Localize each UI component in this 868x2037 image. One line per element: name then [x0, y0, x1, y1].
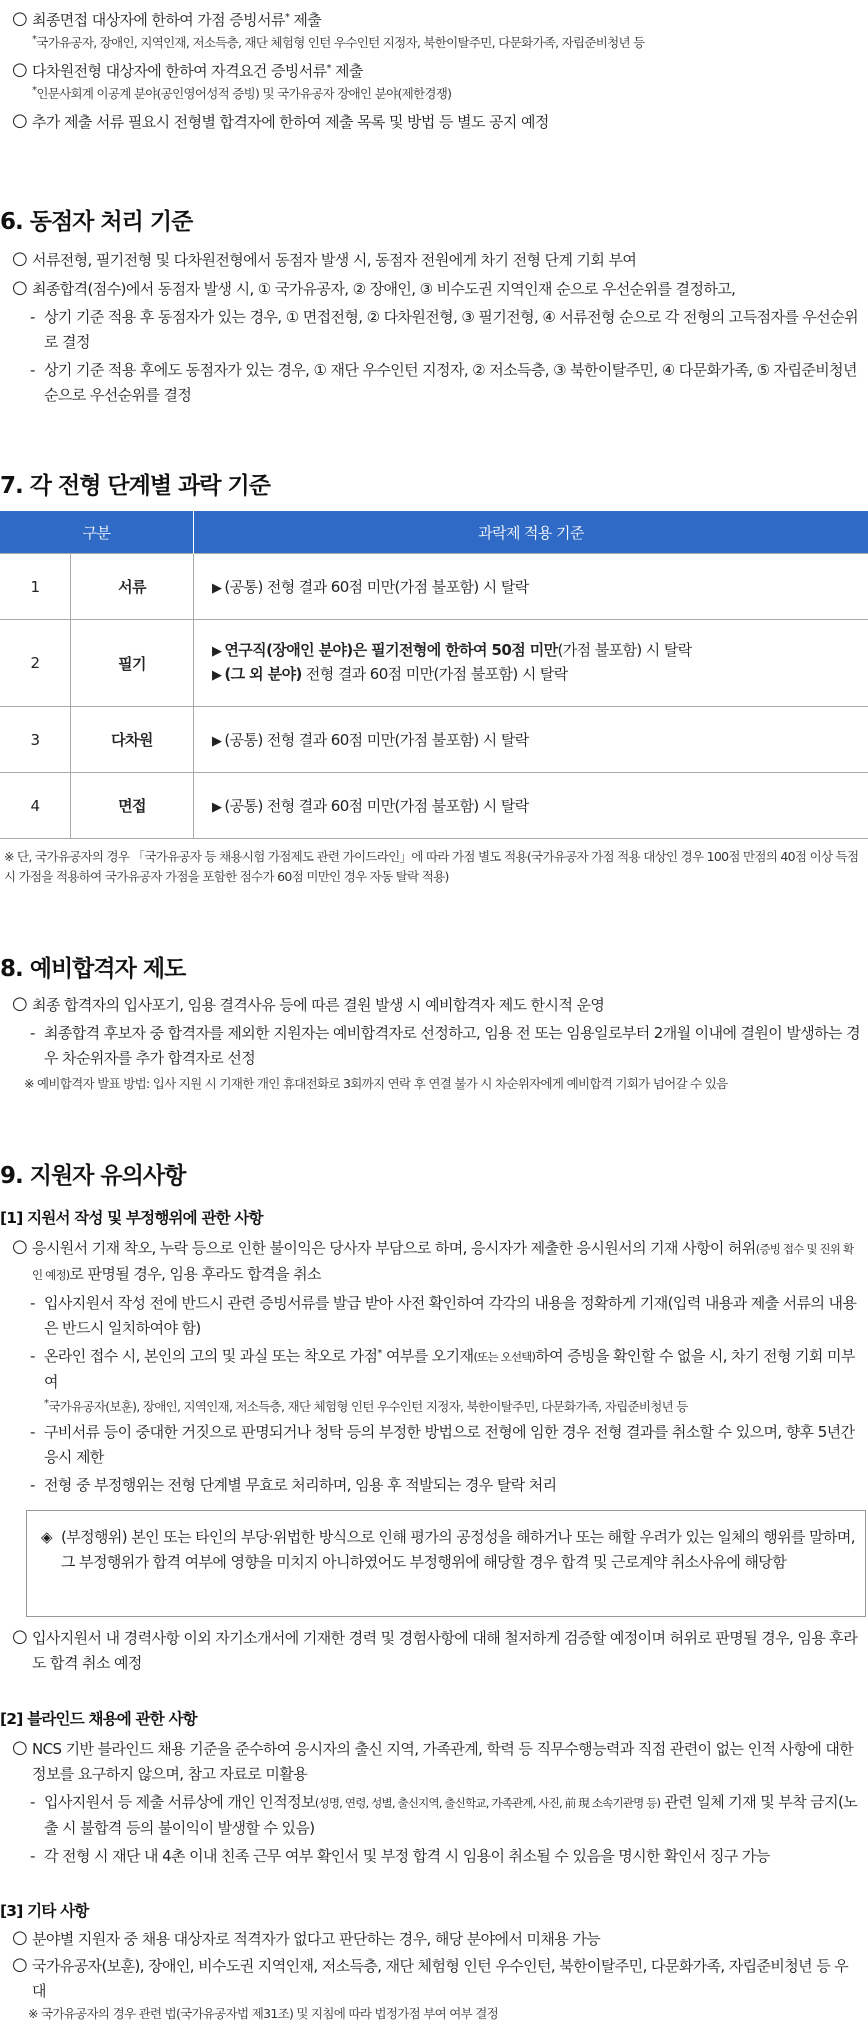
section-9-part-2	[0, 1737, 868, 1869]
section-9-part-1b	[0, 1626, 868, 1676]
section-title: 6. 동점자 처리 기준	[0, 209, 193, 235]
sub-item: - 각 전형 시 재단 내 4촌 이내 친족 근무 여부 확인서 및 부정 합격 시 임용이 취소될 수 있음을 명시한 확인서 징구 가능	[30, 1847, 770, 1865]
section-6-body	[0, 248, 868, 408]
sub-item: - 최종합격 후보자 중 합격자를 제외한 지원자는 예비합격자로 선정하고, 임용 전 또는 임용일로부터 2개월 이내에 결원이 발생하는 경우 차순위자를 추가 합격자로 선정	[30, 1024, 860, 1067]
section-8-body	[0, 993, 868, 1094]
sub-item: - 온라인 접수 시, 본인의 고의 및 과실 또는 착오로 가점* 여부를 오기재(또는 오선택)하여 증빙을 확인할 수 없을 시, 차기 전형 기회 미부여	[30, 1347, 855, 1391]
bullet-circle: ○	[12, 59, 28, 80]
table-row: 3 다차원 ▶ (공통) 전형 결과 60점 미만(가점 불포함) 시 탈락	[0, 707, 868, 773]
list-item: ○ 최종면접 대상자에 한하여 가점 증빙서류* 제출	[12, 8, 322, 29]
sub-item: - 구비서류 등이 중대한 거짓으로 판명되거나 청탁 등의 부정한 방법으로 전형에 임한 경우 전형 결과를 취소할 수 있으며, 향후 5년간 응시 제한	[30, 1423, 855, 1466]
sub-item: - 입사지원서 등 제출 서류상에 개인 인적정보(성명, 연령, 성별, 출신지역, 출신학교, 가족관계, 사진, 前 現 소속기관명 등) 관련 일체 기재 및 부착 금지(노출 시 불합격 등의 불이익이 발생할 수 있음)	[30, 1793, 858, 1837]
list-item: ○ 최종 합격자의 입사포기, 임용 결격사유 등에 따른 결원 발생 시 예비합격자 제도 한시적 운영	[12, 993, 605, 1014]
bullet-circle: ○	[12, 110, 28, 131]
list-item: ○ NCS 기반 블라인드 채용 기준을 준수하여 응시자의 출신 지역, 가족관계, 학력 등 직무수행능력과 직접 관련이 없는 인적 사항에 대한 정보를 요구하지 않으며, 참고 자료로 미활용	[12, 1737, 854, 1783]
table-header-row	[0, 511, 868, 554]
section-9-part-3	[0, 1927, 868, 2024]
table-row: 2 필기 ▶ 연구직(장애인 분야)은 필기전형에 한하여 50점 미만(가점 불포함) 시 탈락 ▶ (그 외 분야) 전형 결과 60점 미만(가점 불포함) 시 탈락	[0, 620, 868, 707]
table-header-cell: 과락제 적용 기준	[194, 511, 868, 554]
subsection-title: [1] 지원서 작성 및 부정행위에 관한 사항	[0, 1209, 263, 1227]
footnote: ※ 예비합격자 발표 방법: 입사 지원 시 기재한 개인 휴대전화로 3회까지 연락 후 연결 불가 시 차순위자에게 예비합격 기회가 넘어갈 수 있음	[24, 1076, 728, 1091]
sub-item: - 전형 중 부정행위는 전형 단계별 무효로 처리하며, 임용 후 적발되는 경우 탈락 처리	[30, 1476, 557, 1494]
list-item: ○ 국가유공자(보훈), 장애인, 비수도권 지역인재, 저소득층, 재단 체험형 인턴 우수인턴, 북한이탈주민, 다문화가족, 자립준비청년 등 우대	[12, 1954, 849, 2000]
list-item: ○ 응시원서 기재 착오, 누락 등으로 인한 불이익은 당사자 부담으로 하며, 응시자가 제출한 응시원서의 기재 사항이 허위(증빙 접수 및 진위 확인 예정)로 판명될 경우, 임용 후라도 합격을 취소	[12, 1236, 854, 1283]
footnote: * 국가유공자, 장애인, 지역인재, 저소득층, 재단 체험형 인턴 우수인턴 지정자, 북한이탈주민, 다문화가족, 자립준비청년 등	[32, 34, 645, 50]
subsection-title: [2] 블라인드 채용에 관한 사항	[0, 1710, 197, 1728]
sub-item: - 상기 기준 적용 후 동점자가 있는 경우, ① 면접전형, ② 다차원전형, ③ 필기전형, ④ 서류전형 순으로 각 전형의 고득점자를 우선순위로 결정	[30, 308, 858, 351]
footnote: * 인문사회계 이공계 분야(공인영어성적 증빙) 및 국가유공자 장애인 분야(제한경쟁)	[32, 85, 452, 101]
list-item: ○ 다차원전형 대상자에 한하여 자격요건 증빙서류* 제출	[12, 59, 363, 80]
criteria-table	[0, 511, 868, 839]
section-title: 9. 지원자 유의사항	[0, 1163, 186, 1189]
notice-box: ◈ (부정행위) 본인 또는 타인의 부당·위법한 방식으로 인해 평가의 공정성을 해하거나 또는 해할 우려가 있는 일체의 행위를 말하며, 그 부정행위가 합격 여부에 영향을 미치지 아니하였어도 부정행위에 해당할 경우 합격 및 근로계약 취소사유에 해당함	[26, 1510, 866, 1617]
section-title: 8. 예비합격자 제도	[0, 956, 186, 982]
footnote: ※ 국가유공자의 경우 관련 법(국가유공자법 제31조) 및 지침에 따라 법정가점 부여 여부 결정	[28, 2006, 499, 2021]
table-header-cell: 구분	[0, 511, 194, 554]
list-item: ○ 서류전형, 필기전형 및 다차원전형에서 동점자 발생 시, 동점자 전원에게 차기 전형 단계 기회 부여	[12, 248, 637, 269]
bullet-circle: ○	[12, 8, 28, 29]
top-items	[0, 8, 868, 135]
footnote: * 국가유공자(보훈), 장애인, 지역인재, 저소득층, 재단 체험형 인턴 우수인턴 지정자, 북한이탈주민, 다문화가족, 자립준비청년 등	[44, 1398, 688, 1414]
table-row: 4 면접 ▶ (공통) 전형 결과 60점 미만(가점 불포함) 시 탈락	[0, 773, 868, 839]
sub-item: - 입사지원서 작성 전에 반드시 관련 증빙서류를 발급 받아 사전 확인하여 각각의 내용을 정확하게 기재(입력 내용과 제출 서류의 내용은 반드시 일치하여야 함)	[30, 1294, 857, 1337]
item-text: 최종면접 대상자에 한하여 가점 증빙서류	[32, 11, 285, 29]
list-item: ○ 분야별 지원자 중 채용 대상자로 적격자가 없다고 판단하는 경우, 해당 분야에서 미채용 가능	[12, 1927, 601, 1948]
table-footnote: ※ 단, 국가유공자의 경우 「국가유공자 등 채용시험 가점제도 관련 가이드라인」에 따라 가점 별도 적용(국가유공자 가점 적용 대상인 경우 100점 만점의 40점 이상 득점 시 가점을 적용하여 국가유공자 가점을 포함한 점수가 60점 미만인 경우 자동 탈락 적용)	[4, 849, 859, 884]
list-item: ○ 추가 제출 서류 필요시 전형별 합격자에 한하여 제출 목록 및 방법 등 별도 공지 예정	[12, 110, 549, 131]
sub-item: - 상기 기준 적용 후에도 동점자가 있는 경우, ① 재단 우수인턴 지정자, ② 저소득층, ③ 북한이탈주민, ④ 다문화가족, ⑤ 자립준비청년 순으로 우선순위를 결정	[30, 361, 857, 404]
table-row: 1 서류 ▶ (공통) 전형 결과 60점 미만(가점 불포함) 시 탈락	[0, 554, 868, 620]
list-item: ○ 최종합격(점수)에서 동점자 발생 시, ① 국가유공자, ② 장애인, ③ 비수도권 지역인재 순으로 우선순위를 결정하고,	[12, 277, 736, 298]
section-9-part-1	[0, 1236, 868, 1498]
list-item: ○ 입사지원서 내 경력사항 이외 자기소개서에 기재한 경력 및 경험사항에 대해 철저하게 검증할 예정이며 허위로 판명될 경우, 임용 후라도 합격 취소 예정	[12, 1626, 858, 1672]
diamond-icon: ◈	[41, 1528, 52, 1546]
subsection-title: [3] 기타 사항	[0, 1902, 89, 1920]
section-title: 7. 각 전형 단계별 과락 기준	[0, 473, 270, 499]
